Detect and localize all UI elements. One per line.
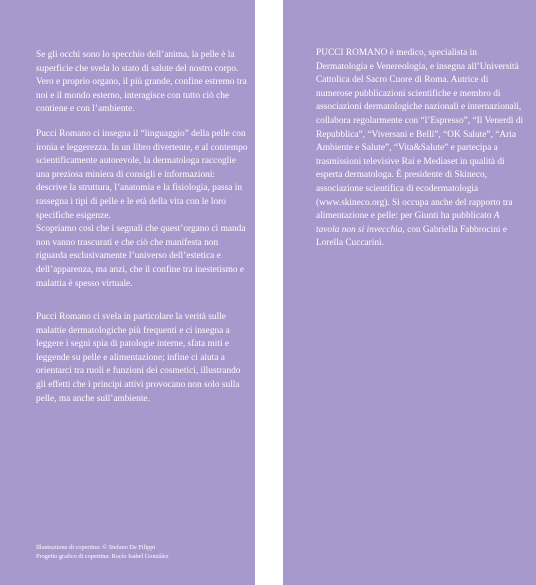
author-bio-paragraph bbox=[316, 47, 524, 251]
cover-illustration-credit: Illustrazione di copertina: © Stefano De Filippi bbox=[36, 544, 156, 551]
description-paragraph-3: Scopriamo così che i segnali che quest’organo ci manda non vanno trascurati e che ciò che manifesta non riguarda esclusivamente l’universo dell’estetica e dell’apparenza, ma anzi, che il confine tra inestetismo e malattia è spesso virtuale. bbox=[36, 224, 246, 289]
book-title: A tavola non si invecchia bbox=[316, 211, 500, 235]
cover-design-credit: Progetto grafico di copertina: Rocío Isabel González bbox=[36, 553, 169, 560]
description-paragraph-4: Pucci Romano ci svela in particolare la verità sulle malattie dermatologiche più frequenti e ci insegna a leggere i segni spia di patologie interne, sfata miti e leggende su pelle e alimentazione; infine ci aiuta a orientarci tra ruoli e funzioni dei cosmetici, illustrando gli effetti che i principi attivi provocano non solo sulla pelle, ma anche sull’ambiente. bbox=[36, 312, 241, 404]
author-bio-text: PUCCI ROMANO è medico, specialista in Dermatologia e Venereologia, e insegna all’Università Cattolica del Sacro Cuore di Roma. Autrice di numerose pubblicazioni scientifiche e membro di associazioni dermatologiche nazionali e internazionali, collabora regolarmente con “l’Espresso”, “Il Venerdì di Repubblica”, “Viversani e Belli”, “OK Salute”, “Aria Ambiente e Salute”, “Vita&Salute” e partecipa a trasmissioni televisive Rai e Mediaset in qualità di esperta dermatologa. È presidente di Skineco, associazione scientifica di ecodermatologia (www.skineco.org). Si occupa anche del rapporto tra alimentazione e pelle: per Giunti ha pubblicato bbox=[316, 48, 524, 222]
description-paragraph-1: Se gli occhi sono lo specchio dell’anima, la pelle è la superficie che svela lo stato di salute del nostro corpo. Vero e proprio organo, il più grande, confine estremo tra noi e il mondo esterno, interagisce con tutto ciò che contiene e con l’ambiente. bbox=[36, 50, 247, 115]
description-paragraph-2: Pucci Romano ci insegna il “linguaggio” della pelle con ironia e leggerezza. In un libro divertente, e al contempo scientificamente autorevole, la dermatologa raccoglie una preziosa miniera di consigli e informazioni: descrive la struttura, l’anatomia e la fisiologia, passa in rassegna i tipi di pelle e le età della vita con le loro specifiche esigenze. bbox=[36, 128, 248, 221]
author-bio bbox=[316, 47, 524, 251]
front-flap-description bbox=[36, 49, 248, 406]
author-bio-text-end: , con Gabriella Fabbrocini e Lorella Cuccarini. bbox=[316, 224, 507, 249]
cover-credits bbox=[36, 543, 251, 561]
